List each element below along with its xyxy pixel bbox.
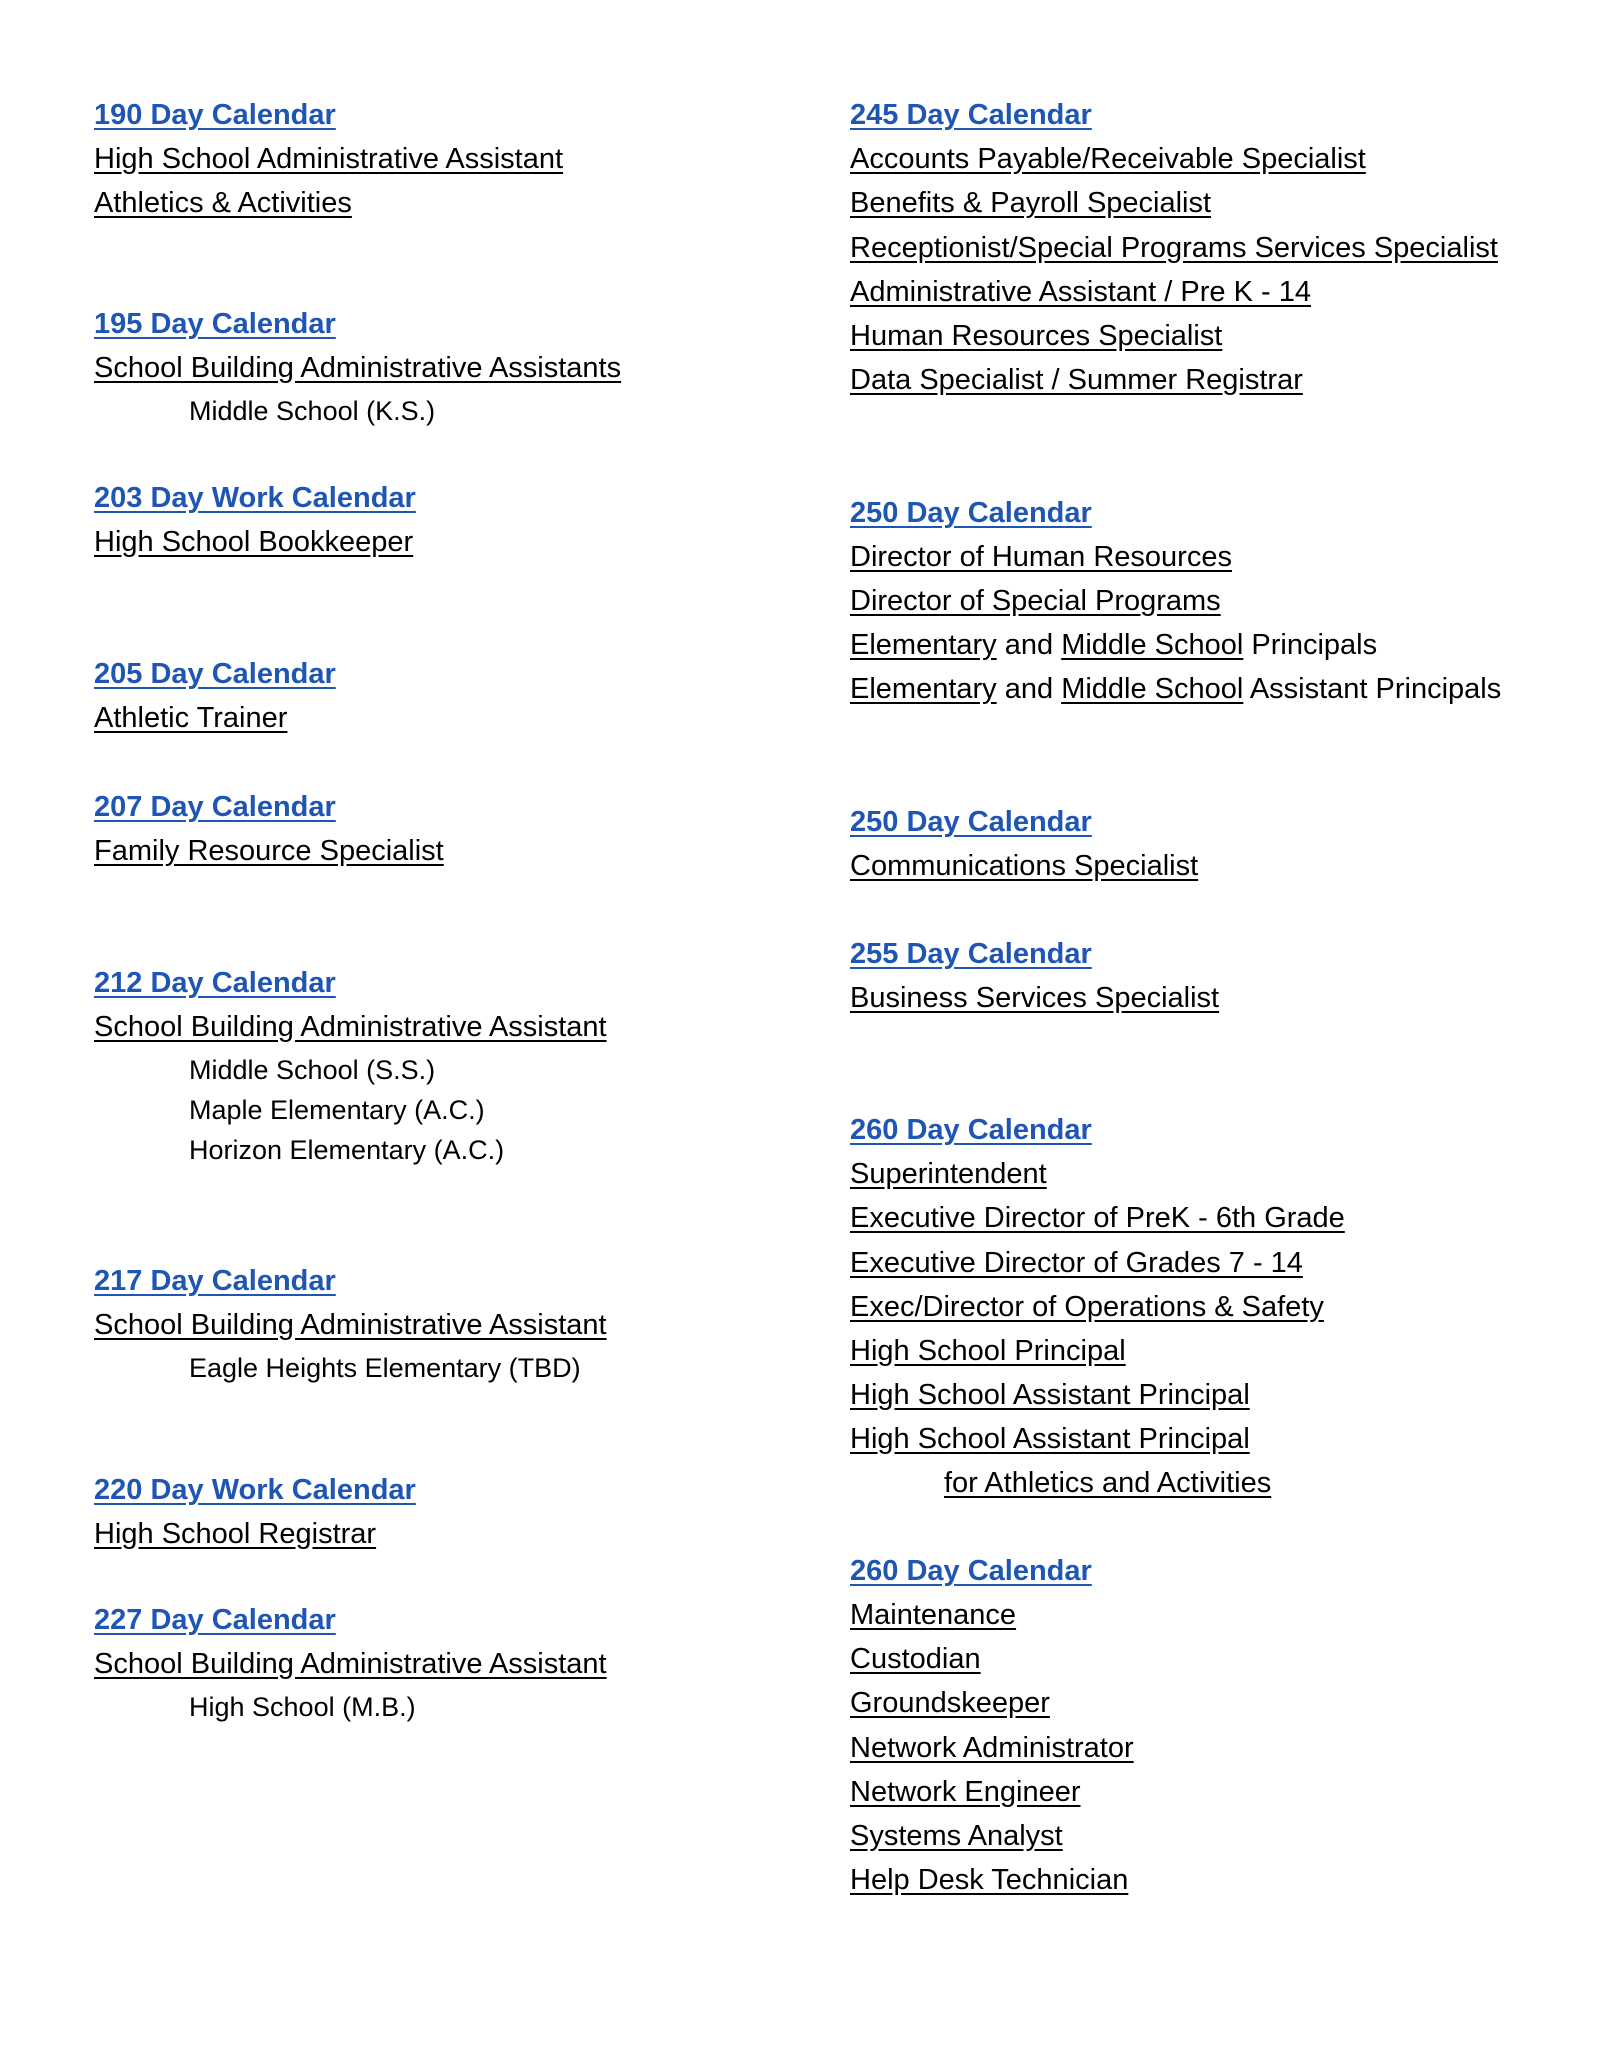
list-item: Help Desk Technician	[850, 1864, 1129, 1896]
list-item: Groundskeeper	[850, 1687, 1050, 1719]
list-item: Athletic Trainer	[94, 702, 288, 734]
list-item: Exec/Director of Operations & Safety	[850, 1291, 1324, 1323]
list-item: High School Administrative Assistant	[94, 143, 564, 175]
list-item: Benefits & Payroll Specialist	[850, 187, 1212, 219]
list-item: School Building Administrative Assistant	[94, 1648, 607, 1680]
heading-245-day-calendar[interactable]: 245 Day Calendar	[850, 99, 1092, 131]
list-item: Executive Director of Grades 7 - 14	[850, 1247, 1303, 1279]
list-item	[850, 627, 1377, 663]
and-text: and	[1004, 629, 1054, 661]
list-item: Accounts Payable/Receivable Specialist	[850, 143, 1366, 175]
list-item: Athletics & Activities	[94, 187, 352, 219]
heading-250-day-calendar[interactable]: 250 Day Calendar	[850, 497, 1092, 529]
list-item: Human Resources Specialist	[850, 320, 1223, 352]
heading-203-day-work-calendar[interactable]: 203 Day Work Calendar	[94, 482, 416, 514]
elementary-text: Elementary	[850, 673, 997, 705]
assistant-principals-text: Assistant Principals	[1249, 673, 1502, 705]
list-item: Executive Director of PreK - 6th Grade	[850, 1202, 1345, 1234]
heading-205-day-calendar[interactable]: 205 Day Calendar	[94, 658, 336, 690]
elementary-text: Elementary	[850, 629, 997, 661]
list-item: School Building Administrative Assistants	[94, 352, 622, 384]
list-item: Network Engineer	[850, 1776, 1081, 1808]
list-item	[850, 671, 1501, 707]
middle-school-text: Middle School	[1061, 673, 1244, 705]
list-item: Receptionist/Special Programs Services Specialist	[850, 232, 1498, 264]
list-item: Custodian	[850, 1643, 981, 1675]
heading-255-day-calendar[interactable]: 255 Day Calendar	[850, 938, 1092, 970]
list-item: Network Administrator	[850, 1732, 1134, 1764]
list-item: High School Assistant Principal	[850, 1423, 1250, 1455]
list-item: High School Registrar	[94, 1518, 377, 1550]
heading-195-day-calendar[interactable]: 195 Day Calendar	[94, 308, 336, 340]
principals-text: Principals	[1251, 629, 1378, 661]
heading-207-day-calendar[interactable]: 207 Day Calendar	[94, 791, 336, 823]
list-item: Data Specialist / Summer Registrar	[850, 364, 1303, 396]
list-item: Superintendent	[850, 1158, 1047, 1190]
sub-item: Middle School (K.S.)	[189, 396, 436, 426]
heading-260-day-calendar-2[interactable]: 260 Day Calendar	[850, 1555, 1092, 1587]
list-item: School Building Administrative Assistant	[94, 1309, 607, 1341]
sub-item: Eagle Heights Elementary (TBD)	[189, 1353, 581, 1383]
list-item: Communications Specialist	[850, 850, 1199, 882]
list-item: Director of Special Programs	[850, 585, 1221, 617]
sub-item: Middle School (S.S.)	[189, 1055, 436, 1085]
sub-item: High School (M.B.)	[189, 1692, 416, 1722]
list-item: Maintenance	[850, 1599, 1017, 1631]
heading-217-day-calendar[interactable]: 217 Day Calendar	[94, 1265, 336, 1297]
heading-250-day-calendar-2[interactable]: 250 Day Calendar	[850, 806, 1092, 838]
list-item: Business Services Specialist	[850, 982, 1220, 1014]
sub-item: Horizon Elementary (A.C.)	[189, 1135, 505, 1165]
list-item: Family Resource Specialist	[94, 835, 444, 867]
list-item: School Building Administrative Assistant	[94, 1011, 607, 1043]
list-item: Director of Human Resources	[850, 541, 1232, 573]
list-item: High School Principal	[850, 1335, 1126, 1367]
heading-220-day-work-calendar[interactable]: 220 Day Work Calendar	[94, 1474, 416, 1506]
list-item: High School Bookkeeper	[94, 526, 414, 558]
heading-212-day-calendar[interactable]: 212 Day Calendar	[94, 967, 336, 999]
and-text: and	[1004, 673, 1054, 705]
list-item: for Athletics and Activities	[944, 1467, 1272, 1499]
sub-item: Maple Elementary (A.C.)	[189, 1095, 485, 1125]
list-item: High School Assistant Principal	[850, 1379, 1250, 1411]
heading-190-day-calendar[interactable]: 190 Day Calendar	[94, 99, 336, 131]
heading-260-day-calendar[interactable]: 260 Day Calendar	[850, 1114, 1092, 1146]
list-item: Administrative Assistant / Pre K - 14	[850, 276, 1311, 308]
list-item: Systems Analyst	[850, 1820, 1063, 1852]
heading-227-day-calendar[interactable]: 227 Day Calendar	[94, 1604, 336, 1636]
middle-school-text: Middle School	[1061, 629, 1244, 661]
